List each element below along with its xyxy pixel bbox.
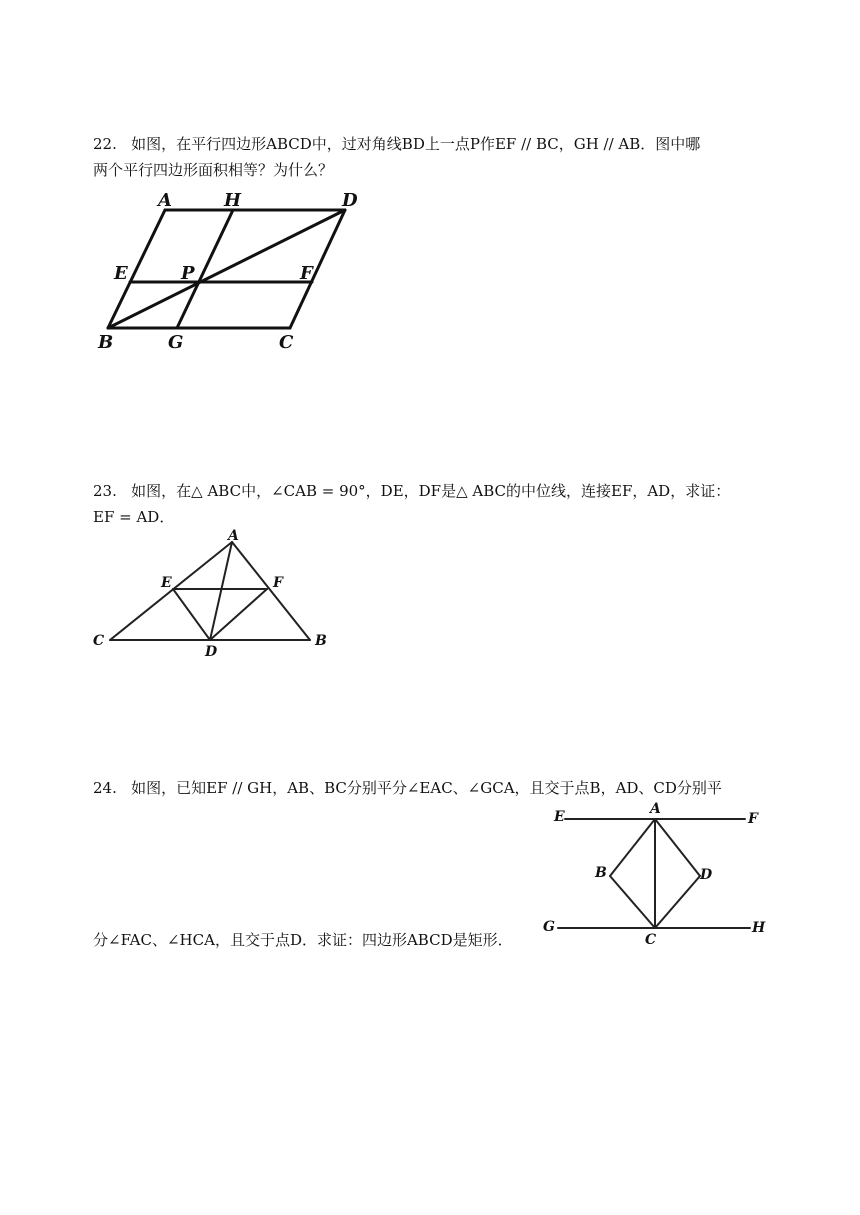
q23-label-B: B [315,633,327,649]
q22-parallelogram-figure [90,185,380,355]
q22-label-C: C [279,332,294,353]
q24-rectangle-figure [540,798,770,953]
q24-segment-DC [655,876,700,928]
q24-label-D: D [700,867,713,883]
q22-label-B: B [98,332,114,353]
q24-text-line2: 分∠FAC、∠HCA，且交于点D．求证：四边形ABCD是矩形． [93,931,513,949]
q22-label-E: E [114,263,128,284]
q23-segment-AB [232,542,310,640]
q24-segment-BC [610,876,655,928]
q24-label-H: H [752,920,766,936]
q23-triangle-figure [90,525,340,665]
q24-label-E: E [554,809,565,825]
q22-label-H: H [224,190,242,211]
q24-label-C: C [645,932,657,948]
q22-label-G: G [168,332,184,353]
q22-text-line1: 22. 如图，在平行四边形ABCD中，过对角线BD上一点P作EF // BC，GH // AB．图中哪 [93,135,701,153]
q23-text-line2: EF = AD． [93,508,175,526]
q22-label-D: D [342,190,358,211]
q22-label-F: F [300,263,313,284]
q24-segment-AB [610,819,655,876]
q24-label-F: F [748,811,758,827]
q23-segment-FD [210,589,267,640]
q22-text-line2: 两个平行四边形面积相等？为什么？ [93,161,334,179]
q23-label-C: C [93,633,105,649]
q24-label-B: B [595,865,607,881]
q24-text-line1: 24. 如图，已知EF // GH，AB、BC分别平分∠EAC、∠GCA，且交于点B，AD、CD分别平 [93,779,722,797]
q22-label-P: P [181,263,195,284]
q23-label-E: E [161,575,172,591]
q22-segment-DC [290,210,345,328]
q23-label-A: A [228,528,239,544]
q23-text-line1: 23. 如图，在△ ABC中，∠CAB = 90°，DE，DF是△ ABC的中位线，连接EF，AD，求证： [93,482,731,500]
q22-label-A: A [158,190,172,211]
q24-label-A: A [650,801,661,817]
q23-label-D: D [205,644,218,660]
q24-label-G: G [543,919,555,935]
q23-segment-ED [173,589,210,640]
q23-label-F: F [273,575,283,591]
q24-segment-AD [655,819,700,876]
